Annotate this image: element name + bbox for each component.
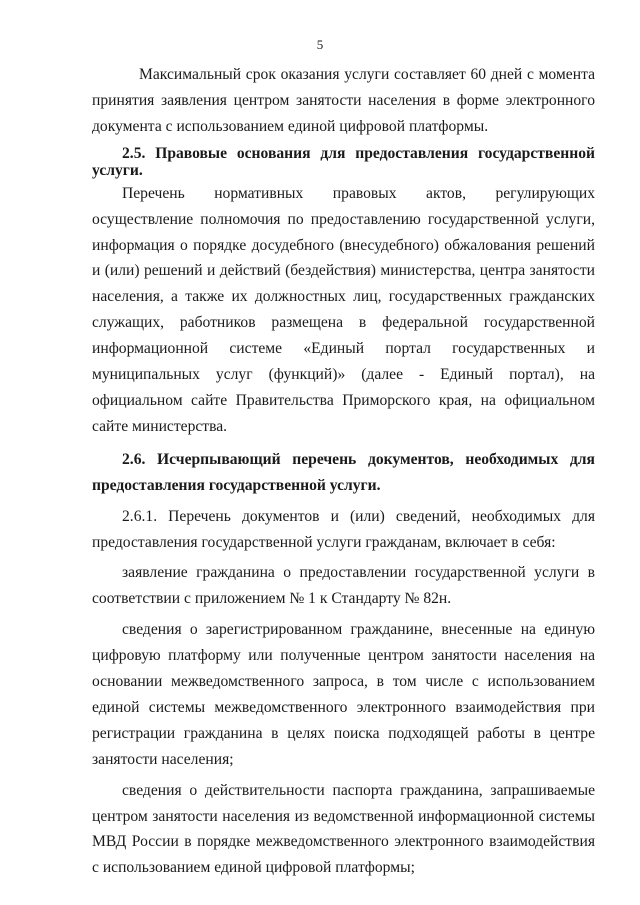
paragraph-registered-citizen: сведения о зарегистрированном гражданине, внесенные на единую цифровую платформу или полученные центром занятости населения на основании межведомственного запроса, в том числе с использованием единой системы межведомственного электронного взаимодействия при регистрации гражданина в целях поиска подходящей работы в центре занятости населения;: [92, 621, 595, 768]
page-number: 5: [316, 37, 324, 52]
paragraph-legal-basis: Перечень нормативных правовых актов, регулирующих осуществление полномочия по предоставлению государственной услуги, информация о порядке досудебного (внесудебного) обжалования решений и (или) решений и действий (бездействия) министерства, центра занятости населения, а также их должностных лиц, государственных гражданских служащих, работников размещена в федеральной государственной информационной системе «Единый портал государственных и муниципальных услуг (функций)» (далее - Единый портал), на официальном сайте Правительства Приморского края, на официальном сайте министерства.: [92, 184, 595, 435]
document-body: [92, 62, 595, 881]
heading-2-5: 2.5. Правовые основания для предоставления государственной услуги.: [92, 144, 595, 179]
paragraph-application: заявление гражданина о предоставлении государственной услуги в соответствии с приложением № 1 к Стандарту № 82н.: [92, 564, 595, 608]
paragraph-passport-validity: сведения о действительности паспорта гражданина, запрашиваемые центром занятости населения из ведомственной информационной системы МВД России в порядке межведомственного электронного взаимодействия с использованием единой цифровой платформы;: [92, 781, 595, 877]
paragraph-2-6-1: 2.6.1. Перечень документов и (или) сведений, необходимых для предоставления государственной услуги гражданам, включает в себя:: [92, 507, 595, 551]
paragraph-max-term: Максимальный срок оказания услуги составляет 60 дней с момента принятия заявления центром занятости населения в форме электронного документа с использованием единой цифровой платформы.: [92, 66, 595, 135]
heading-2-6: 2.6. Исчерпывающий перечень документов, необходимых для предоставления государственной услуги.: [92, 450, 595, 494]
